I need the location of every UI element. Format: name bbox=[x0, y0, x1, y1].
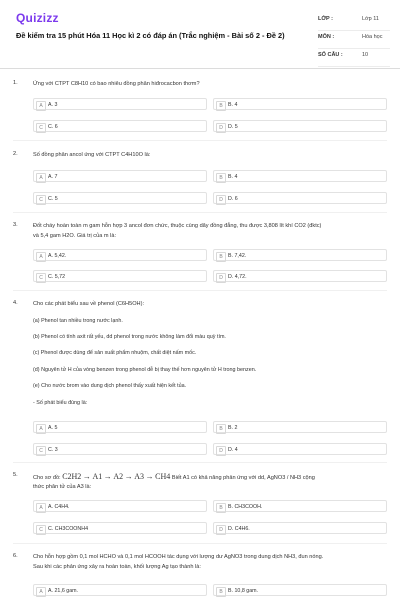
option-a[interactable] bbox=[33, 584, 207, 596]
option-letter: C bbox=[36, 525, 46, 535]
scheme-a3: A3 bbox=[134, 472, 145, 481]
statement-c: (c) Phenol được dùng để sản xuất phẩm nhuộm, chất diệt nấm mốc. bbox=[33, 350, 197, 356]
option-letter: B bbox=[216, 252, 226, 262]
option-d[interactable] bbox=[213, 443, 387, 455]
option-text: C. CH3COONH4 bbox=[48, 526, 89, 532]
option-letter: C bbox=[36, 195, 46, 205]
statement-a: (a) Phenol tan nhiều trong nước lạnh. bbox=[33, 318, 123, 324]
scheme-end: CH4 bbox=[155, 472, 171, 481]
scheme-a1: A1 bbox=[92, 472, 103, 481]
option-text: B. CH3COOH. bbox=[228, 504, 263, 510]
option-letter: A bbox=[36, 173, 46, 183]
scheme-prefix: Cho sơ đồ: bbox=[33, 475, 61, 481]
option-letter: B bbox=[216, 424, 226, 434]
question-text-tail: Biết A1 có khả năng phản ứng với dd, AgNO3 / NH3 cộng bbox=[171, 475, 315, 481]
option-text: A. 5,42. bbox=[48, 253, 67, 259]
option-text: D. C4H6. bbox=[228, 526, 250, 532]
meta-value: Lớp 11 bbox=[362, 16, 379, 22]
option-text: B. 10,8 gam. bbox=[228, 588, 259, 594]
option-text: D. 4 bbox=[228, 447, 238, 453]
arrow-icon: → bbox=[145, 472, 154, 481]
meta-row-mon bbox=[318, 31, 390, 49]
option-text: B. 4 bbox=[228, 174, 238, 180]
question-text: Ứng với CTPT C8H10 có bao nhiêu đồng phân hiđrocacbon thơm? bbox=[33, 81, 200, 87]
option-c[interactable] bbox=[33, 192, 207, 204]
statement-prompt: - Số phát biểu đúng là: bbox=[33, 400, 88, 406]
question-text-line-1: Đốt cháy hoàn toàn m gam hỗn hợp 3 ancol đơn chức, thuộc cùng dãy đồng đẳng, thu được 3,808 lít khí CO2 (đktc) bbox=[33, 223, 322, 229]
worksheet-title: Đề kiểm tra 15 phút Hóa 11 Học kì 2 có đáp án (Trắc nghiệm - Bài số 2 - Đề 2) bbox=[16, 31, 285, 40]
option-letter: B bbox=[216, 173, 226, 183]
option-text: B. 4 bbox=[228, 102, 238, 108]
question-number: 6. bbox=[13, 553, 18, 559]
option-text: B. 2 bbox=[228, 425, 238, 431]
arrow-icon: → bbox=[124, 472, 133, 481]
meta-row-lop bbox=[318, 13, 390, 31]
meta-label: MÔN : bbox=[318, 34, 335, 40]
option-a[interactable] bbox=[33, 170, 207, 182]
meta-box bbox=[318, 13, 390, 67]
option-letter: B bbox=[216, 587, 226, 597]
option-c[interactable] bbox=[33, 443, 207, 455]
statement-e: (e) Cho nước brom vào dung dịch phenol thấy xuất hiện kết tủa. bbox=[33, 383, 187, 389]
arrow-icon: → bbox=[103, 472, 112, 481]
option-c[interactable] bbox=[33, 270, 207, 282]
option-letter: B bbox=[216, 503, 226, 513]
meta-label: SỐ CÂU : bbox=[318, 52, 343, 58]
option-text: D. 6 bbox=[228, 196, 238, 202]
option-b[interactable] bbox=[213, 421, 387, 433]
option-text: A. 3 bbox=[48, 102, 58, 108]
option-d[interactable] bbox=[213, 120, 387, 132]
option-letter: D bbox=[216, 525, 226, 535]
option-text: C. 3 bbox=[48, 447, 58, 453]
question-text-line-2: và 5,4 gam H2O. Giá trị của m là: bbox=[33, 232, 117, 239]
option-b[interactable] bbox=[213, 249, 387, 261]
divider bbox=[13, 140, 387, 141]
question-number: 1. bbox=[13, 80, 18, 86]
option-b[interactable] bbox=[213, 98, 387, 110]
option-b[interactable] bbox=[213, 170, 387, 182]
divider bbox=[13, 543, 387, 544]
question-text-line-2: thức phân tử của A3 là: bbox=[33, 484, 92, 490]
option-text: D. 4,72. bbox=[228, 274, 247, 280]
option-d[interactable] bbox=[213, 522, 387, 534]
question-text: Cho các phát biểu sau về phenol (C6H5OH): bbox=[33, 301, 145, 307]
option-letter: C bbox=[36, 123, 46, 133]
meta-value: Hóa học bbox=[362, 34, 383, 40]
option-letter: B bbox=[216, 101, 226, 111]
option-a[interactable] bbox=[33, 98, 207, 110]
arrow-icon: → bbox=[82, 472, 91, 481]
option-letter: D bbox=[216, 195, 226, 205]
option-a[interactable] bbox=[33, 500, 207, 512]
question-text: Số đồng phân ancol ứng với CTPT C4H10O là: bbox=[33, 152, 151, 158]
option-c[interactable] bbox=[33, 522, 207, 534]
option-text: C. 6 bbox=[48, 124, 58, 130]
option-letter: A bbox=[36, 587, 46, 597]
question-number: 5. bbox=[13, 472, 18, 478]
option-text: B. 7,42. bbox=[228, 253, 247, 259]
divider bbox=[13, 462, 387, 463]
option-letter: A bbox=[36, 101, 46, 111]
quizizz-logo: Quizizz bbox=[16, 11, 59, 25]
option-letter: D bbox=[216, 123, 226, 133]
question-number: 2. bbox=[13, 151, 18, 157]
option-c[interactable] bbox=[33, 120, 207, 132]
option-letter: A bbox=[36, 503, 46, 513]
statement-d: (d) Nguyên tử H của vòng benzen trong phenol dễ bị thay thế hơn nguyên tử H trong benzen. bbox=[33, 367, 257, 373]
question-number: 3. bbox=[13, 222, 18, 228]
option-letter: C bbox=[36, 446, 46, 456]
worksheet-header bbox=[0, 0, 400, 69]
option-b[interactable] bbox=[213, 500, 387, 512]
meta-row-socau bbox=[318, 49, 390, 67]
option-letter: D bbox=[216, 273, 226, 283]
option-text: C. 5 bbox=[48, 196, 58, 202]
question-text-line-1: Cho hỗn hợp gồm 0,1 mol HCHO và 0,1 mol HCOOH tác dụng với lượng dư AgNO3 trong dung dịch NH3, đun nóng. bbox=[33, 554, 324, 560]
option-letter: C bbox=[36, 273, 46, 283]
meta-label: LỚP : bbox=[318, 16, 333, 22]
option-letter: A bbox=[36, 252, 46, 262]
question-number: 4. bbox=[13, 300, 18, 306]
scheme-a2: A2 bbox=[113, 472, 124, 481]
option-text: A. 5 bbox=[48, 425, 58, 431]
scheme-start: C2H2 bbox=[62, 472, 82, 481]
reaction-scheme bbox=[33, 472, 383, 484]
meta-value: 10 bbox=[362, 52, 369, 58]
option-a[interactable] bbox=[33, 421, 207, 433]
option-a[interactable] bbox=[33, 249, 207, 261]
option-text: A. C4H4. bbox=[48, 504, 70, 510]
divider bbox=[13, 290, 387, 291]
divider bbox=[13, 212, 387, 213]
option-text: A. 21,6 gam. bbox=[48, 588, 79, 594]
option-text: A. 7 bbox=[48, 174, 58, 180]
option-text: C. 5,72 bbox=[48, 274, 66, 280]
option-d[interactable] bbox=[213, 192, 387, 204]
question-text-line-2: Sau khi các phản ứng xảy ra hoàn toàn, khối lượng Ag tạo thành là: bbox=[33, 563, 201, 570]
statement-b: (b) Phenol có tính axit rất yếu, dd phenol trong nước không làm đổi màu quỳ tím. bbox=[33, 334, 226, 340]
option-b[interactable] bbox=[213, 584, 387, 596]
option-d[interactable] bbox=[213, 270, 387, 282]
option-text: D. 5 bbox=[228, 124, 238, 130]
option-letter: D bbox=[216, 446, 226, 456]
option-letter: A bbox=[36, 424, 46, 434]
